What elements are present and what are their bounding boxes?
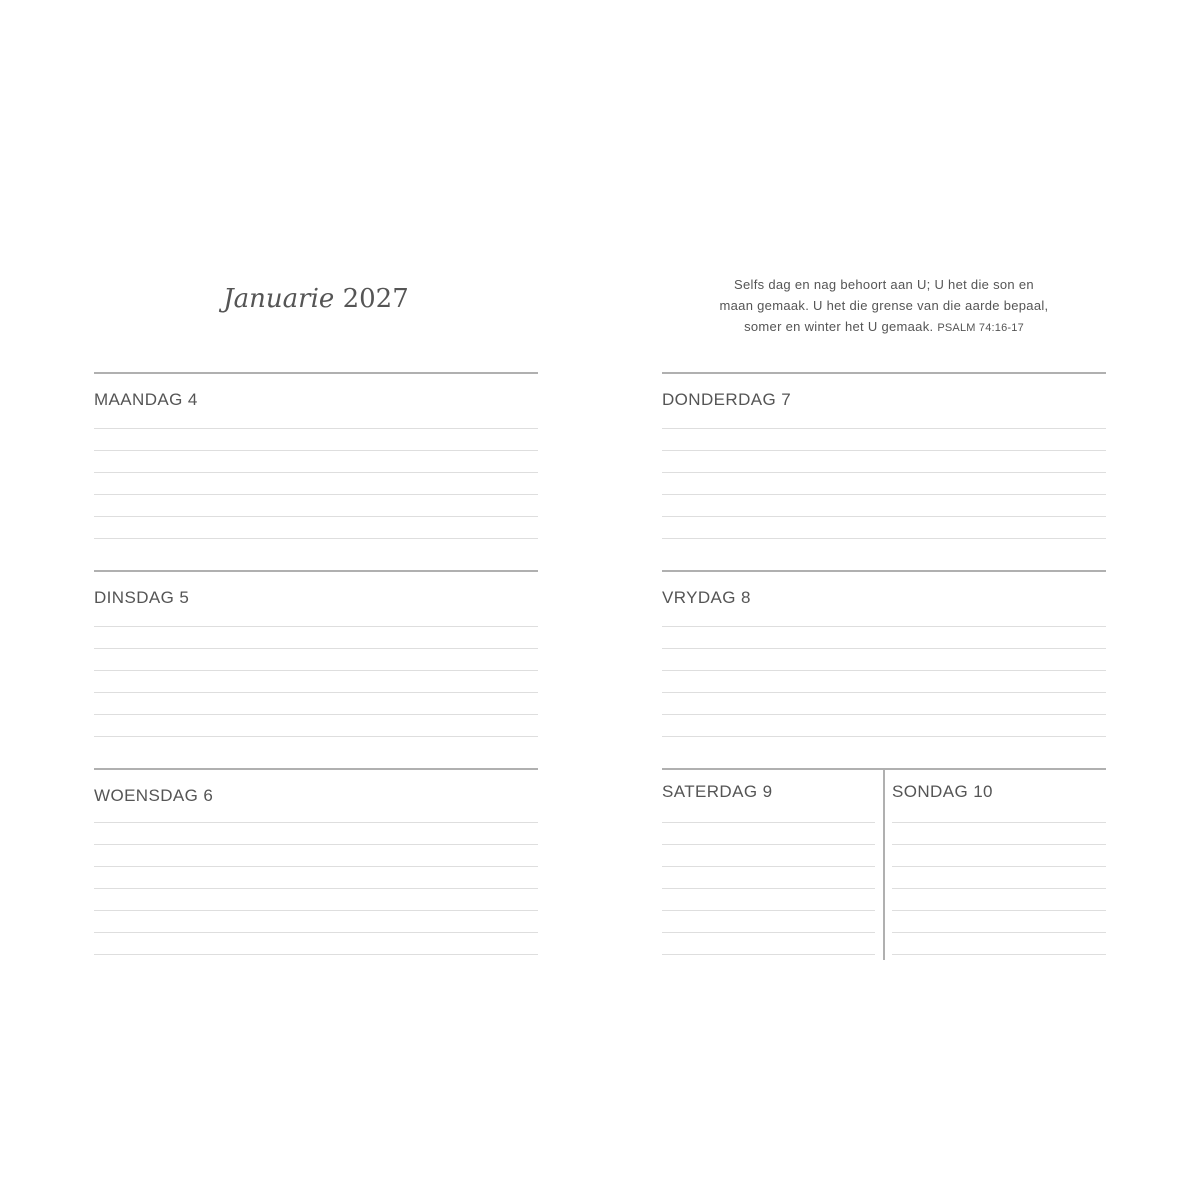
- writing-line: [94, 822, 538, 823]
- writing-line: [94, 932, 538, 933]
- writing-line: [94, 472, 538, 473]
- day-label: MAANDAG 4: [94, 390, 198, 409]
- writing-line: [94, 954, 538, 955]
- writing-line: [662, 494, 1106, 495]
- writing-line: [662, 822, 875, 823]
- writing-line: [94, 910, 538, 911]
- writing-line: [662, 932, 875, 933]
- verse-reference: PSALM 74:16-17: [937, 322, 1024, 334]
- verse-line: maan gemaak. U het die grense van die aarde bepaal,: [719, 298, 1049, 313]
- day-divider: [662, 570, 1106, 572]
- scripture-verse: [662, 274, 1106, 339]
- writing-line: [662, 736, 1106, 737]
- writing-line: [94, 714, 538, 715]
- day-block-sunday[interactable]: [875, 768, 1106, 958]
- writing-line: [892, 910, 1106, 911]
- writing-line: [662, 450, 1106, 451]
- writing-line: [662, 692, 1106, 693]
- writing-line: [94, 692, 538, 693]
- day-divider: [94, 768, 538, 770]
- writing-line: [94, 538, 538, 539]
- month-name: Januarie: [223, 284, 335, 314]
- day-divider: [94, 570, 538, 572]
- writing-line: [94, 736, 538, 737]
- writing-line: [892, 888, 1106, 889]
- writing-line: [892, 822, 1106, 823]
- writing-line: [94, 866, 538, 867]
- writing-line: [662, 428, 1106, 429]
- writing-line: [662, 538, 1106, 539]
- writing-line: [662, 516, 1106, 517]
- day-block-wednesday[interactable]: [94, 768, 538, 958]
- writing-line: [892, 844, 1106, 845]
- writing-line: [94, 450, 538, 451]
- writing-line: [892, 932, 1106, 933]
- day-label: DINSDAG 5: [94, 588, 190, 607]
- writing-line: [662, 954, 875, 955]
- weekend-separator: [883, 770, 885, 960]
- day-label: WOENSDAG 6: [94, 786, 214, 805]
- verse-text: somer en winter het U gemaak.: [744, 319, 934, 334]
- day-divider: [94, 372, 538, 374]
- day-divider: [662, 372, 1106, 374]
- writing-line: [662, 910, 875, 911]
- day-block-monday[interactable]: [94, 372, 538, 570]
- writing-line: [662, 888, 875, 889]
- writing-line: [892, 954, 1106, 955]
- writing-line: [662, 648, 1106, 649]
- day-label: VRYDAG 8: [662, 588, 751, 607]
- writing-line: [662, 626, 1106, 627]
- writing-line: [94, 516, 538, 517]
- writing-line: [94, 888, 538, 889]
- year-number: 2027: [342, 284, 409, 314]
- writing-line: [662, 866, 875, 867]
- day-divider: [875, 768, 1106, 770]
- writing-line: [94, 844, 538, 845]
- writing-line: [662, 844, 875, 845]
- writing-line: [892, 866, 1106, 867]
- day-block-thursday[interactable]: [662, 372, 1106, 570]
- writing-line: [94, 428, 538, 429]
- day-label: DONDERDAG 7: [662, 390, 792, 409]
- writing-line: [662, 472, 1106, 473]
- day-divider: [662, 768, 875, 770]
- page-title: [94, 284, 538, 314]
- verse-line-last: [662, 316, 1106, 339]
- day-block-friday[interactable]: [662, 570, 1106, 768]
- writing-line: [94, 494, 538, 495]
- writing-line: [94, 670, 538, 671]
- writing-line: [662, 670, 1106, 671]
- day-label: SONDAG 10: [892, 782, 993, 801]
- writing-line: [94, 648, 538, 649]
- day-block-tuesday[interactable]: [94, 570, 538, 768]
- day-label: SATERDAG 9: [662, 782, 773, 801]
- writing-line: [662, 714, 1106, 715]
- day-block-saturday[interactable]: [662, 768, 875, 958]
- verse-line: Selfs dag en nag behoort aan U; U het die son en: [734, 277, 1034, 292]
- writing-line: [94, 626, 538, 627]
